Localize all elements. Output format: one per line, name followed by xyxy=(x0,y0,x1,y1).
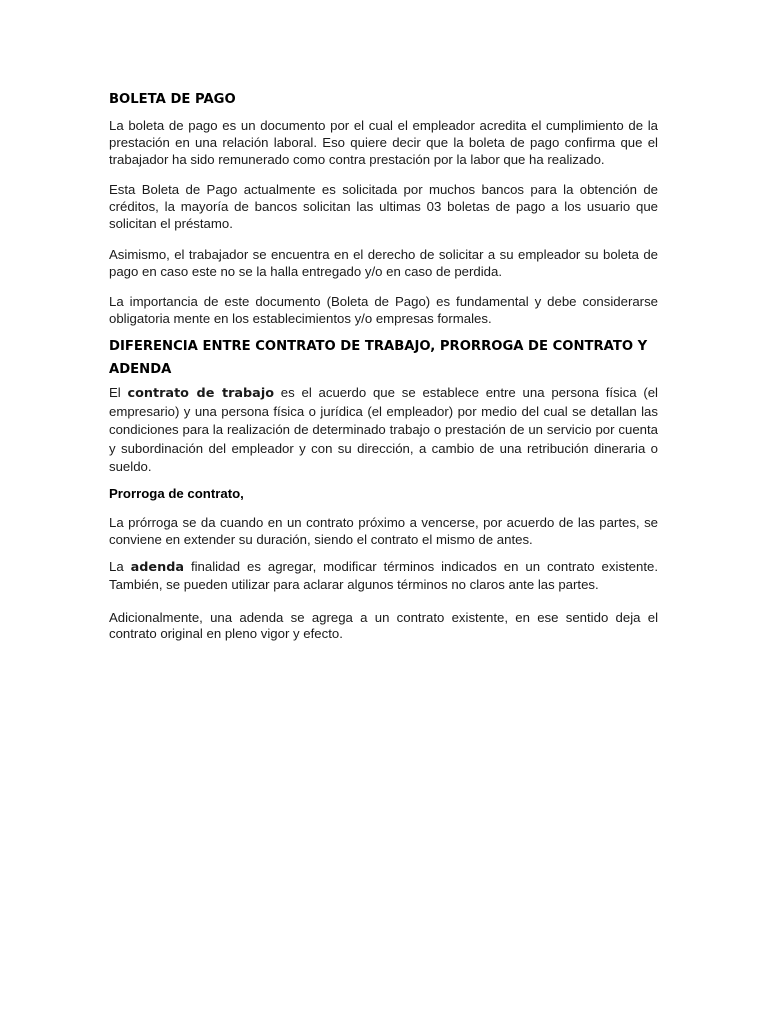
section-title-diferencia: DIFERENCIA ENTRE CONTRATO DE TRABAJO, PRORROGA DE CONTRATO Y ADENDA xyxy=(109,338,648,377)
paragraph-banks: Esta Boleta de Pago actualmente es solicitada por muchos bancos para la obtención de créditos, la mayoría de bancos solicitan las ultimas 03 boletas de pago a los usuario que solicitan el préstamo. xyxy=(109,182,658,231)
paragraph-adenda xyxy=(109,558,658,594)
paragraph-contrato xyxy=(109,384,658,476)
paragraph-rights: Asimismo, el trabajador se encuentra en el derecho de solicitar a su empleador su boleta de pago en caso este no se la halla entregado y/o en caso de perdida. xyxy=(109,246,658,279)
contrato-lead: El xyxy=(109,384,121,400)
document-title: BOLETA DE PAGO xyxy=(109,92,236,107)
paragraph-definition: La boleta de pago es un documento por el cual el empleador acredita el cumplimiento de la prestación en una relación laboral. Eso quiere decir que la boleta de pago confirma que el trabajador ha sido remunerado como contra prestación por la labor que ha realizado. xyxy=(109,118,658,167)
prorroga-heading: Prorroga de contrato, xyxy=(109,485,244,501)
adenda-text: finalidad es agregar, modificar términos indicados en un contrato existente. También, se pueden utilizar para aclarar algunos términos no claros ante las partes. xyxy=(109,558,658,593)
contrato-text: es el acuerdo que se establece entre una persona física (el empresario) y una persona física o jurídica (el empleador) por medio del cual se detallan las condiciones para la realización de determinado trabajo o prestación de un servicio por cuenta y subordinación del empleador y con su dirección, a cambio de una retribución dineraria o sueldo. xyxy=(109,384,658,474)
contrato-term: contrato de trabajo xyxy=(127,385,274,401)
paragraph-prorroga: La prórroga se da cuando en un contrato próximo a vencerse, por acuerdo de las partes, se conviene en extender su duración, siendo el contrato el mismo de antes. xyxy=(109,514,658,548)
adenda-term: adenda xyxy=(130,559,184,575)
paragraph-importance: La importancia de este documento (Boleta de Pago) es fundamental y debe considerarse obligatoria mente en los establecimientos y/o empresas formales. xyxy=(109,294,658,327)
paragraph-final: Adicionalmente, una adenda se agrega a un contrato existente, en ese sentido deja el contrato original en pleno vigor y efecto. xyxy=(109,609,658,642)
adenda-lead: La xyxy=(109,558,124,574)
document-page xyxy=(109,88,658,643)
